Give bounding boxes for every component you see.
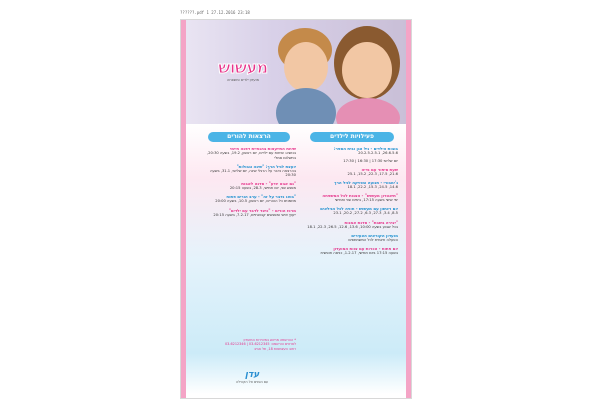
child-shirt-1 — [276, 88, 336, 124]
list-item: "בואו נדבר על זה" - ערב הורים פתוח מוזמנים כל ההורים, יום ראשון, 10.5, בשעה 20:00 — [215, 194, 296, 204]
contact-address: רחוב העצמאות 18, תל אביב — [254, 346, 296, 351]
list-item: יום שלישי 17:30 | 16:30 | 17:30 — [343, 159, 398, 164]
parents-lectures-heading: הרצאות להורים — [208, 132, 290, 142]
registration-note: * ההרשמה מראש במזכירות המועדון — [243, 338, 296, 342]
contact-info — [208, 338, 296, 351]
kids-activities-heading: פעילויות לילדים — [310, 132, 394, 142]
list-item: שיחת התייעצות בהנחיית דפנה חיימי בנושא: שיחות עם ילדים, יום ראשון, 19.2, בשעה 20:30, בתשלום סמלי — [206, 146, 296, 160]
parents-lectures-column — [200, 146, 296, 221]
list-item: יום פתוח - הכרות עם צוות המועדון בשעה 17:15 ביום חמישי, 1.2.17, כניסה חופשית — [320, 245, 398, 255]
contact-phones: לפרטים והרשמה: 03-6212345 | 03-6212346 — [224, 342, 296, 347]
flyer-page — [180, 19, 412, 399]
child-face-2 — [342, 42, 392, 98]
sponsor-tagline: עם הפנים אל הקהילה — [235, 380, 269, 384]
list-item: מועדון הקוראים הצעירים הפעלה חינמית לכל המשתתפים — [348, 232, 398, 242]
list-item: ג'ימבורי - תנועה ומוזיקה לגיל הרך 14.6, 24.5, 15.3, 22.2, 18.1 — [334, 180, 398, 190]
content-band — [186, 124, 406, 394]
pink-edge-right — [406, 20, 411, 398]
kids-activities-column — [302, 146, 398, 259]
list-item: "תיאטרון מעשוש" - הצגות לכל המשפחה ימי שישי בשעה 17:15, בימים שני וחמישי — [322, 193, 398, 203]
logo-tagline: מועדון ילדים ומשפחה — [227, 78, 259, 82]
list-item: בובות הילדים - גיל הגן ובית הספר: 26.6.5.6, 20.2.5.2.5.1 — [333, 146, 398, 155]
list-item: מרכז הורים - "כיצד לדבר עם ילדים" ייעוץ אישי ומפגשים קבוצתיים, 7.2.17, בשעה 20:15 — [213, 207, 296, 217]
list-item: יום ראשון עם מעשוש - חוויה לכל הגילאים 8.5, 3.4, 27.3, 6.3, 27.2, 20.2, 23.1 — [320, 206, 398, 216]
list-item: "גם אבא יודע" - סדנה לאבות מפגש שני, יום חמישי, 28.3, בשעה 20:15 — [229, 181, 296, 191]
list-item: יועצת לגיל הרך: "שינה וגבולות" בהרצאה נדבר על הרגלי שינה, יום שלישי, 31.1, בשעה 20:30 — [210, 163, 296, 178]
sponsor-name: עדן — [244, 370, 260, 380]
child-face-1 — [284, 42, 328, 92]
hero-photo — [186, 20, 406, 124]
file-header: ??????.pdf 1 27.12.2016 23:18 — [180, 10, 250, 15]
sponsor-logo — [208, 370, 296, 384]
list-item: שעת סיפור עם נדיה 21.6, 17.5, 22.3, 15.2, 25.1 — [347, 167, 398, 177]
list-item: "יצירה בשבת" - סדנת אמנות בכל שבוע בשעה 10:00, 13.6, 12.6, 26.5, 22.3, 18.1 — [307, 219, 398, 229]
child-shirt-2 — [336, 98, 400, 124]
logo-text: מעשוש — [218, 58, 268, 77]
club-logo — [212, 58, 274, 82]
